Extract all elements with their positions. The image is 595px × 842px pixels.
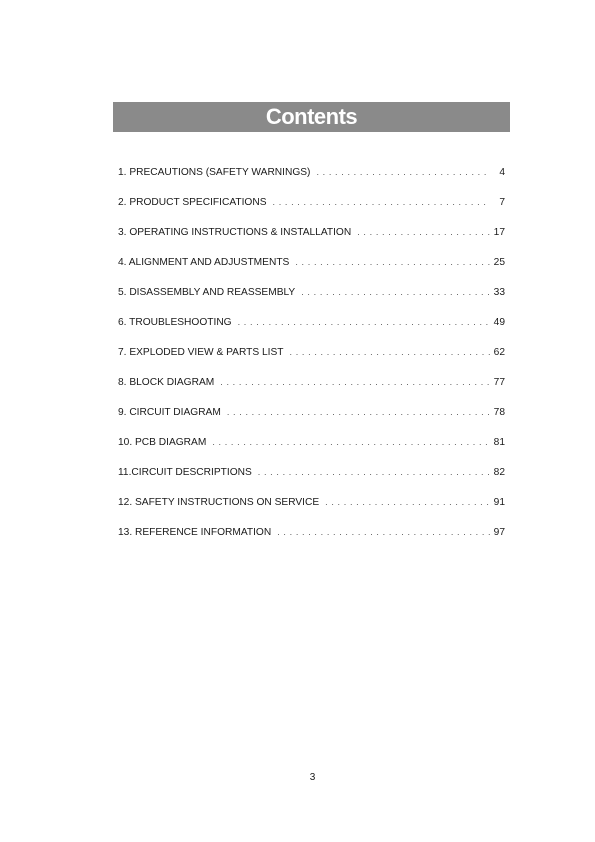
toc-dot-leader — [227, 402, 490, 422]
page-number: 3 — [309, 772, 316, 783]
toc-dot-leader — [325, 492, 490, 512]
toc-entry-page-number: 77 — [493, 377, 505, 388]
toc-entry-page-number: 7 — [499, 197, 505, 208]
toc-entry[interactable] — [118, 192, 505, 222]
toc-entry[interactable] — [118, 162, 505, 192]
toc-entry-page-number: 82 — [493, 467, 505, 478]
toc-entry-label: 1. PRECAUTIONS (SAFETY WARNINGS) — [118, 167, 311, 178]
toc-entry[interactable] — [118, 252, 505, 282]
toc-dot-leader — [238, 312, 490, 332]
contents-title-bar — [113, 102, 510, 132]
toc-dot-leader — [316, 162, 490, 182]
toc-entry[interactable] — [118, 372, 505, 402]
toc-entry[interactable] — [118, 492, 505, 522]
toc-dot-leader — [290, 342, 490, 362]
toc-entry[interactable] — [118, 282, 505, 312]
toc-entry-label: 5. DISASSEMBLY AND REASSEMBLY — [118, 287, 296, 298]
toc-entry-page-number: 49 — [493, 317, 505, 328]
toc-dot-leader — [258, 462, 490, 482]
toc-entry[interactable] — [118, 312, 505, 342]
toc-entry-page-number: 81 — [493, 437, 505, 448]
toc-entry-label: 12. SAFETY INSTRUCTIONS ON SERVICE — [118, 497, 320, 508]
toc-entry-label: 2. PRODUCT SPECIFICATIONS — [118, 197, 267, 208]
toc-entry-page-number: 4 — [499, 167, 505, 178]
toc-entry-page-number: 97 — [493, 527, 505, 538]
toc-entry-page-number: 17 — [493, 227, 505, 238]
toc-entry-page-number: 25 — [493, 257, 505, 268]
toc-entry-label: 8. BLOCK DIAGRAM — [118, 377, 215, 388]
toc-dot-leader — [295, 252, 490, 272]
page-title: Contents — [265, 104, 358, 129]
toc-dot-leader — [212, 432, 490, 452]
toc-entry[interactable] — [118, 222, 505, 252]
toc-entry-page-number: 62 — [493, 347, 505, 358]
toc-entry-label: 6. TROUBLESHOOTING — [118, 317, 232, 328]
toc-entry-label: 11.CIRCUIT DESCRIPTIONS — [118, 467, 252, 478]
toc-entry-label: 13. REFERENCE INFORMATION — [118, 527, 272, 538]
toc-entry-page-number: 91 — [493, 497, 505, 508]
toc-dot-leader — [220, 372, 490, 392]
toc-entry-label: 3. OPERATING INSTRUCTIONS & INSTALLATION — [118, 227, 352, 238]
toc-dot-leader — [277, 522, 490, 542]
toc-dot-leader — [273, 192, 491, 212]
toc-entry[interactable] — [118, 462, 505, 492]
toc-entry[interactable] — [118, 522, 505, 552]
toc-entry-page-number: 33 — [493, 287, 505, 298]
toc-entry[interactable] — [118, 342, 505, 372]
toc-entry[interactable] — [118, 402, 505, 432]
toc-entry-label: 10. PCB DIAGRAM — [118, 437, 207, 448]
toc-entry[interactable] — [118, 432, 505, 462]
toc-dot-leader — [301, 282, 490, 302]
toc-entry-label: 4. ALIGNMENT AND ADJUSTMENTS — [118, 257, 290, 268]
table-of-contents — [118, 162, 505, 552]
toc-entry-label: 7. EXPLODED VIEW & PARTS LIST — [118, 347, 284, 358]
toc-dot-leader — [357, 222, 490, 242]
toc-entry-page-number: 78 — [493, 407, 505, 418]
toc-entry-label: 9. CIRCUIT DIAGRAM — [118, 407, 221, 418]
